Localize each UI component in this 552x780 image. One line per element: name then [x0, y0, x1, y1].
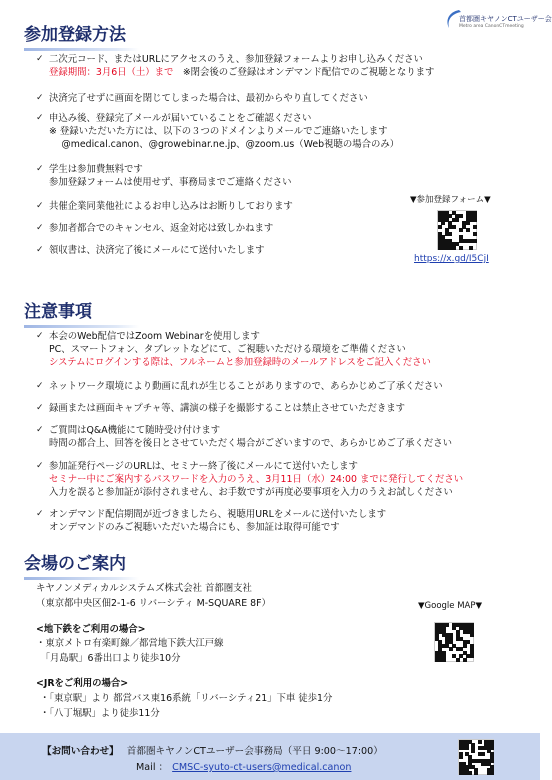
check-icon: ✓: [36, 403, 44, 413]
check-icon: ✓: [36, 331, 44, 341]
contact-office: 首都圏キヤノンCTユーザー会事務局（平日 9:00～17:00）: [126, 746, 383, 757]
registration-item-3: ✓ 申込み後、登録完了メールが届いていることをご確認ください ※ 登録いただいた方には、以下の３つのドメインよりメールでご連絡いたします @medical.canon、@growebinar.ne.jp、@zoom.us（Web視聴の場合のみ）: [36, 113, 400, 150]
check-icon: ✓: [36, 93, 44, 103]
contact-footer: [0, 733, 540, 780]
check-icon: ✓: [36, 113, 44, 123]
qr-module: [473, 225, 477, 229]
qr-module: [459, 246, 463, 250]
registration-qr-label: ▼参加登録フォーム▼: [410, 195, 491, 205]
qr-module: [473, 239, 477, 243]
notes-item-4: ✓ ご質問はQ&A機能にて随時受け付けます 時間の都合上、回答を後日とさせていただく場合がございますので、あらかじめご了承ください: [36, 425, 452, 449]
registration-item-5: ✓ 共催企業同業他社によるお申し込みはお断りしております: [36, 201, 293, 212]
registration-qr-code[interactable]: [437, 210, 477, 250]
notes-item-1: ✓ 本会のWeb配信ではZoom Webinarを使用します PC、スマートフォン、タブレットなどにて、ご視聴いただける環境をご準備ください システムにログインする際は、フルネームと参加登録時のメールアドレスをご記入ください: [36, 331, 431, 368]
map-qr-label: ▼Google MAP▼: [418, 601, 483, 611]
qr-module: [456, 658, 460, 662]
check-icon: ✓: [36, 509, 44, 519]
qr-module: [481, 752, 485, 756]
qr-module: [478, 740, 482, 744]
mail-label: Mail ：: [136, 762, 169, 773]
logo-subtitle: Metro area CanonCTmeeting: [459, 24, 524, 29]
qr-module: [470, 633, 474, 637]
qr-module: [452, 225, 456, 229]
qr-module: [466, 228, 470, 232]
registration-heading: 参加登録方法: [24, 20, 126, 46]
mail-line: [136, 759, 351, 773]
qr-module: [466, 221, 470, 225]
qr-module: [474, 771, 478, 775]
footer-qr-code[interactable]: [458, 739, 494, 775]
qr-module: [468, 771, 472, 775]
qr-module: [455, 218, 459, 222]
jr-line-1: ・「東京駅」より 都営バス東16系統「リバーシティ21」下車 徒歩1分: [40, 693, 333, 704]
check-icon: ✓: [36, 381, 44, 391]
qr-module: [448, 232, 452, 236]
jr-line-2: ・「八丁堀駅」より徒歩11分: [40, 708, 160, 719]
qr-module: [471, 749, 475, 753]
notes-password-warning: セミナー中にご案内するパスワードを入力のうえ、3月11日（水）24:00 までに発行してください: [49, 474, 464, 485]
qr-module: [465, 746, 469, 750]
notes-login-warning: システムにログインする際は、フルネームと参加登録時のメールアドレスをご記入ください: [49, 357, 431, 368]
subway-line-2: 「月島駅」6番出口より徒歩10分: [36, 653, 181, 664]
notes-heading: 注意事項: [24, 297, 92, 323]
check-icon: ✓: [36, 245, 44, 255]
mail-link[interactable]: CMSC-syuto-ct-users@medical.canon: [172, 762, 352, 773]
registration-item-4: ✓ 学生は参加費無料です 参加登録フォームは使用せず、事務局までご連絡ください: [36, 164, 292, 188]
check-icon: ✓: [36, 461, 44, 471]
qr-module: [449, 647, 453, 651]
notes-item-6: ✓ オンデマンド配信期間が近づきましたら、視聴用URLをメールに送付いたします オンデマンドのみご視聴いただいた場合にも、参加証は取得可能です: [36, 509, 387, 533]
qr-module: [463, 658, 467, 662]
qr-module: [470, 654, 474, 658]
registration-form-link[interactable]: https://x.gd/I5CjI: [414, 254, 489, 264]
qr-module: [463, 644, 467, 648]
check-icon: ✓: [36, 201, 44, 211]
qr-module: [490, 771, 494, 775]
jr-heading: <JRをご利用の場合>: [36, 678, 129, 689]
qr-module: [459, 228, 463, 232]
qr-module: [442, 658, 446, 662]
qr-module: [473, 218, 477, 222]
qr-module: [452, 246, 456, 250]
registration-item-1: ✓ 二次元コード、またはURLにアクセスのうえ、参加登録フォームよりお申し込みください 登録期間：3月6日（土）まで ※閉会後のご登録はオンデマンド配信でのご視聴となります: [36, 54, 435, 78]
registration-item-6: ✓ 参加者都合でのキャンセル、返金対応は致しかねます: [36, 223, 274, 234]
qr-module: [459, 755, 463, 759]
subway-line-1: ・東京メトロ有楽町線／都営地下鉄大江戸線: [36, 638, 224, 649]
contact-line: [42, 743, 383, 757]
map-qr-code[interactable]: [434, 622, 474, 662]
qr-module: [469, 246, 473, 250]
venue-address: （東京都中央区佃2-1-6 リバーシティ M-SQUARE 8F）: [36, 598, 271, 609]
registration-item-7: ✓ 領収書は、決済完了後にメールにて送付いたします: [36, 245, 265, 256]
contact-label: 【お問い合わせ】: [42, 746, 119, 757]
check-icon: ✓: [36, 54, 44, 64]
registration-item-2: ✓ 決済完了せずに画面を閉じてしまった場合は、最初からやり直してください: [36, 93, 368, 104]
venue-heading: 会場のご案内: [24, 549, 126, 575]
check-icon: ✓: [36, 223, 44, 233]
qr-module: [441, 221, 445, 225]
logo: [445, 8, 552, 36]
subway-heading: <地下鉄をご利用の場合>: [36, 624, 146, 635]
notes-item-3: ✓ 録画または画面キャプチャ等、講演の様子を撮影することは禁止させていただきます: [36, 403, 405, 414]
registration-deadline: 登録期間：3月6日（土）まで: [49, 67, 174, 78]
check-icon: ✓: [36, 164, 44, 174]
qr-module: [445, 623, 449, 627]
qr-module: [473, 232, 477, 236]
check-icon: ✓: [36, 425, 44, 435]
venue-name: キヤノンメディカルシステムズ株式会社 首都圏支社: [36, 583, 252, 594]
notes-item-2: ✓ ネットワーク環境により動画に乱れが生じることがありますので、あらかじめご了承ください: [36, 381, 443, 392]
qr-module: [438, 225, 442, 229]
logo-title: 首都圏キヤノンCTユーザー会: [459, 15, 552, 23]
qr-module: [459, 214, 463, 218]
notes-item-5: ✓ 参加証発行ページのURLは、セミナー終了後にメールにて送付いたします セミナー中にご案内するパスワードを入力のうえ、3月11日（水）24:00 までに発行してください 入力を誤ると参加証が添付されません、お手数ですが再度必要事項を入力のうえお試しください: [36, 461, 464, 498]
